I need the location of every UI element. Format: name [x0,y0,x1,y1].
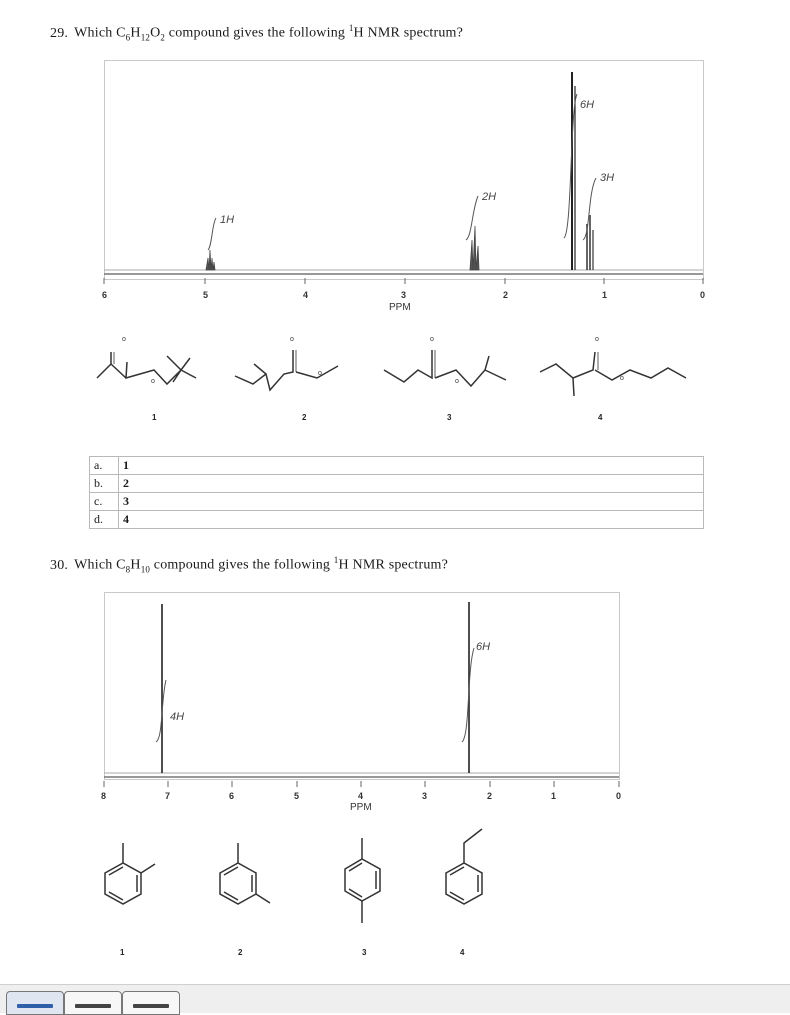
oxygen-label: o [151,378,155,385]
axis-tick-label: 4 [303,290,309,300]
answer-letter[interactable]: a. [90,457,119,475]
axis-tick-label: 2 [503,290,509,300]
toolbar-button-icon [17,1004,53,1008]
structure-label: 4 [460,948,465,957]
integration-label: 4H [170,711,185,723]
axis-tick-label: 1 [602,290,608,300]
integration-label: 2H [482,191,497,203]
axis-tick-label: 6 [102,290,108,300]
answer-value[interactable]: 3 [119,493,704,511]
integration-label: 1H [220,214,235,226]
structure-label: 2 [238,948,243,957]
question-number: 29. [50,25,69,41]
integration-label: 3H [600,172,615,184]
oxygen-label: o [430,336,434,343]
aromatic-bonds [109,867,137,900]
aromatic-bonds [450,867,478,900]
axis-tick-label: 5 [203,290,209,300]
oxygen-label: o [620,375,624,382]
axis-tick-label: 0 [700,290,706,300]
answer-value[interactable]: 1 [119,457,704,475]
axis-tick-label: 1 [551,791,557,801]
aromatic-bonds [224,867,252,900]
answer-letter[interactable]: b. [90,475,119,493]
answer-value[interactable]: 4 [119,511,704,529]
molecule-3 [345,838,380,923]
toolbar-button-icon [75,1004,111,1008]
axis-tick-label: 4 [358,791,364,801]
structure-label: 2 [302,413,307,422]
integration-curve [156,680,166,742]
structure-label: 4 [598,413,603,422]
aromatic-bonds [349,863,376,897]
answer-letter[interactable]: c. [90,493,119,511]
integration-label: 6H [580,99,595,111]
axis-tick-label: 5 [294,791,300,801]
toolbar-button-icon [133,1004,169,1008]
oxygen-label: o [290,336,294,343]
structure-label: 1 [152,413,157,422]
toolbar-button[interactable] [64,991,122,1015]
answer-value[interactable]: 2 [119,475,704,493]
axis-tick-label: 3 [401,290,407,300]
toolbar-button[interactable] [6,991,64,1015]
axis-tick-label: 3 [422,791,428,801]
axis-tick-label: 7 [165,791,171,801]
oxygen-label: o [122,336,126,343]
question-30-title: 30. Which $C_8H_{10}$ compound gives the following $^1$H NMR spectrum? [50,555,449,575]
ppm-axis-label: PPM [389,302,411,313]
question-number: 30. [50,557,69,573]
axis-tick-label: 6 [229,791,235,801]
toolbar-button[interactable] [122,991,180,1015]
integration-curve [462,648,474,742]
answer-letter[interactable]: d. [90,511,119,529]
structure-label: 3 [362,948,367,957]
structure-label: 3 [447,413,452,422]
oxygen-label: o [595,336,599,343]
oxygen-label: o [318,370,322,377]
axis-tick-label: 8 [101,791,107,801]
integration-label: 6H [476,641,491,653]
bottom-toolbar [0,984,790,1013]
ppm-axis-label: PPM [350,802,372,813]
structure-label: 1 [120,948,125,957]
axis-tick-label: 0 [616,791,622,801]
oxygen-label: o [455,378,459,385]
axis-tick-label: 2 [487,791,493,801]
question-29-title: 29. Which $C_6H_{12}O_2$ compound gives the following $^1$H NMR spectrum? [50,23,464,43]
